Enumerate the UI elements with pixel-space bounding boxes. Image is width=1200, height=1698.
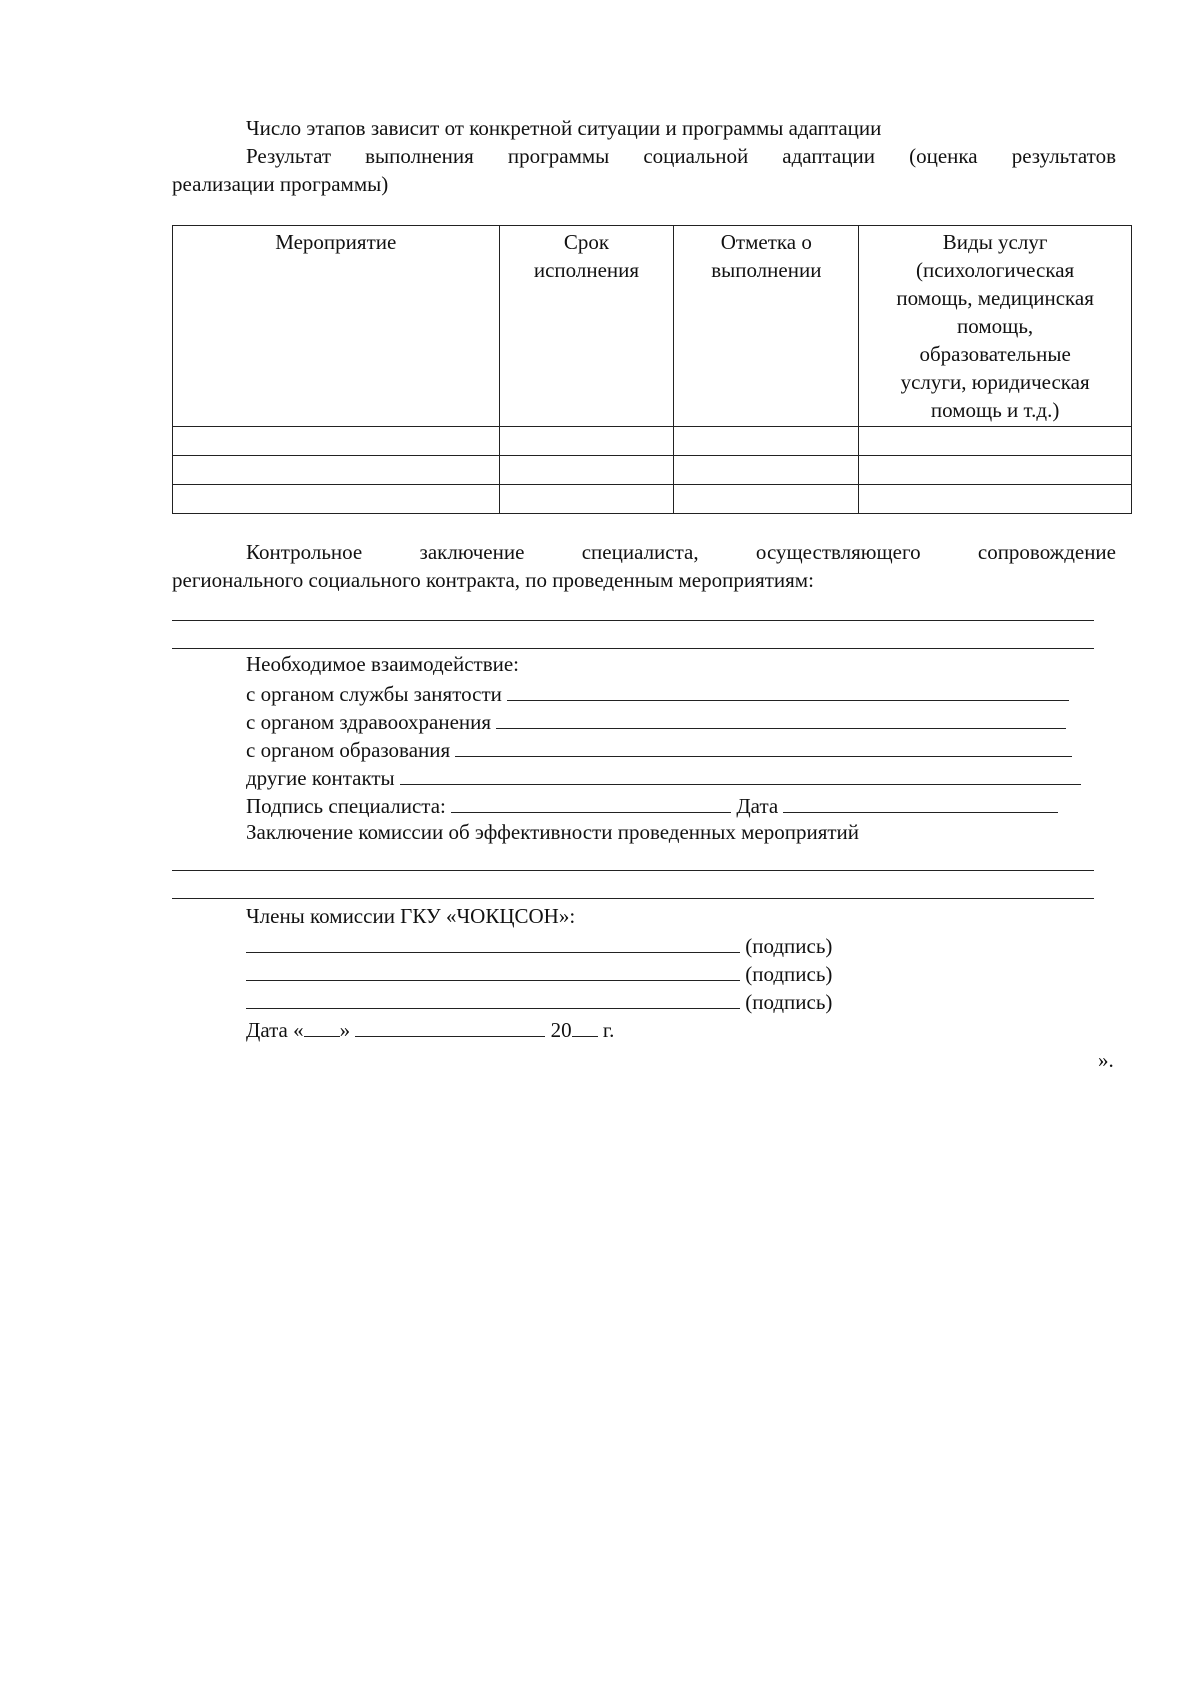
table-row bbox=[173, 427, 1132, 456]
healthcare-field[interactable] bbox=[496, 706, 1066, 729]
other-contacts-label: другие контакты bbox=[246, 766, 395, 790]
table-cell[interactable] bbox=[173, 427, 500, 456]
table-cell[interactable] bbox=[859, 456, 1132, 485]
control-conclusion-heading-cont: регионального социального контракта, по проведенным мероприятиям: bbox=[172, 568, 814, 592]
other-contacts-field[interactable] bbox=[400, 762, 1081, 785]
interaction-title: Необходимое взаимодействие: bbox=[246, 652, 520, 676]
table-cell[interactable] bbox=[859, 485, 1132, 514]
table-header-row bbox=[173, 226, 1132, 427]
specialist-signature-field[interactable] bbox=[451, 790, 731, 813]
header-services-line: Виды услуг bbox=[942, 230, 1048, 254]
table-cell[interactable] bbox=[859, 427, 1132, 456]
member-signature-label: (подпись) bbox=[745, 934, 833, 958]
header-deadline-line: Срок bbox=[563, 230, 610, 254]
conclusion-fill-line[interactable] bbox=[172, 620, 1094, 621]
year-field[interactable] bbox=[572, 1014, 598, 1037]
header-services-line: (психологическая bbox=[916, 258, 1075, 282]
measures-table bbox=[172, 225, 1132, 514]
year-suffix: г. bbox=[602, 1018, 615, 1042]
healthcare-row bbox=[246, 706, 1066, 736]
table-cell[interactable] bbox=[173, 456, 500, 485]
table-cell[interactable] bbox=[499, 456, 674, 485]
header-services-line: помощь и т.д.) bbox=[930, 398, 1060, 422]
header-completion-line: Отметка о bbox=[720, 230, 812, 254]
header-services-line: помощь, bbox=[957, 314, 1034, 338]
table-row bbox=[173, 485, 1132, 514]
header-service-types bbox=[859, 226, 1132, 427]
member-signature-field[interactable] bbox=[246, 958, 740, 981]
table-cell[interactable] bbox=[674, 456, 859, 485]
header-services-line: образовательные bbox=[919, 342, 1071, 366]
header-deadline bbox=[499, 226, 674, 427]
commission-date-row bbox=[246, 1014, 614, 1044]
table-cell[interactable] bbox=[173, 485, 500, 514]
signature-date-label: Дата bbox=[736, 794, 779, 818]
header-services-line: услуги, юридическая bbox=[900, 370, 1090, 394]
table-cell[interactable] bbox=[674, 485, 859, 514]
member-signature-label: (подпись) bbox=[745, 990, 833, 1014]
healthcare-label: с органом здравоохранения bbox=[246, 710, 492, 734]
program-result-heading: Результат выполнения программы социальной адаптации (оценка результатов bbox=[246, 144, 1116, 168]
employment-service-field[interactable] bbox=[507, 678, 1069, 701]
member-signature-label: (подпись) bbox=[745, 962, 833, 986]
conclusion-fill-line[interactable] bbox=[172, 648, 1094, 649]
commission-conclusion-label: Заключение комиссии об эффективности проведенных мероприятий bbox=[246, 820, 860, 844]
signature-date-field[interactable] bbox=[783, 790, 1058, 813]
header-completion-line: выполнении bbox=[711, 258, 822, 282]
date-mid: » bbox=[339, 1018, 351, 1042]
commission-members-title: Члены комиссии ГКУ «ЧОКЦСОН»: bbox=[246, 904, 576, 928]
header-measure bbox=[173, 226, 500, 427]
education-label: с органом образования bbox=[246, 738, 451, 762]
education-row bbox=[246, 734, 1072, 764]
header-deadline-line: исполнения bbox=[533, 258, 640, 282]
header-completion-mark bbox=[674, 226, 859, 427]
employment-service-row bbox=[246, 678, 1069, 708]
specialist-signature-label: Подпись специалиста: bbox=[246, 794, 446, 818]
date-prefix: Дата « bbox=[246, 1018, 304, 1042]
education-field[interactable] bbox=[455, 734, 1072, 757]
month-field[interactable] bbox=[355, 1014, 545, 1037]
table-cell[interactable] bbox=[499, 485, 674, 514]
table-row bbox=[173, 456, 1132, 485]
commission-conclusion-fill-line[interactable] bbox=[172, 870, 1094, 871]
member-signature-row bbox=[246, 958, 832, 988]
member-signature-row bbox=[246, 930, 832, 960]
day-field[interactable] bbox=[304, 1014, 340, 1037]
header-services-line: помощь, медицинская bbox=[896, 286, 1094, 310]
program-result-heading-cont: реализации программы) bbox=[172, 172, 389, 196]
employment-service-label: с органом службы занятости bbox=[246, 682, 502, 706]
member-signature-field[interactable] bbox=[246, 930, 740, 953]
member-signature-row bbox=[246, 986, 832, 1016]
header-measure-line: Мероприятие bbox=[275, 230, 397, 254]
control-conclusion-heading: Контрольное заключение специалиста, осуществляющего сопровождение bbox=[246, 540, 1116, 564]
year-prefix: 20 bbox=[550, 1018, 572, 1042]
member-signature-field[interactable] bbox=[246, 986, 740, 1009]
stages-note: Число этапов зависит от конкретной ситуации и программы адаптации bbox=[246, 116, 882, 140]
table-cell[interactable] bbox=[499, 427, 674, 456]
other-contacts-row bbox=[246, 762, 1081, 792]
table-cell[interactable] bbox=[674, 427, 859, 456]
closing-quote: ». bbox=[1098, 1048, 1114, 1072]
commission-conclusion-fill-line[interactable] bbox=[172, 898, 1094, 899]
specialist-signature-row bbox=[246, 790, 1058, 820]
